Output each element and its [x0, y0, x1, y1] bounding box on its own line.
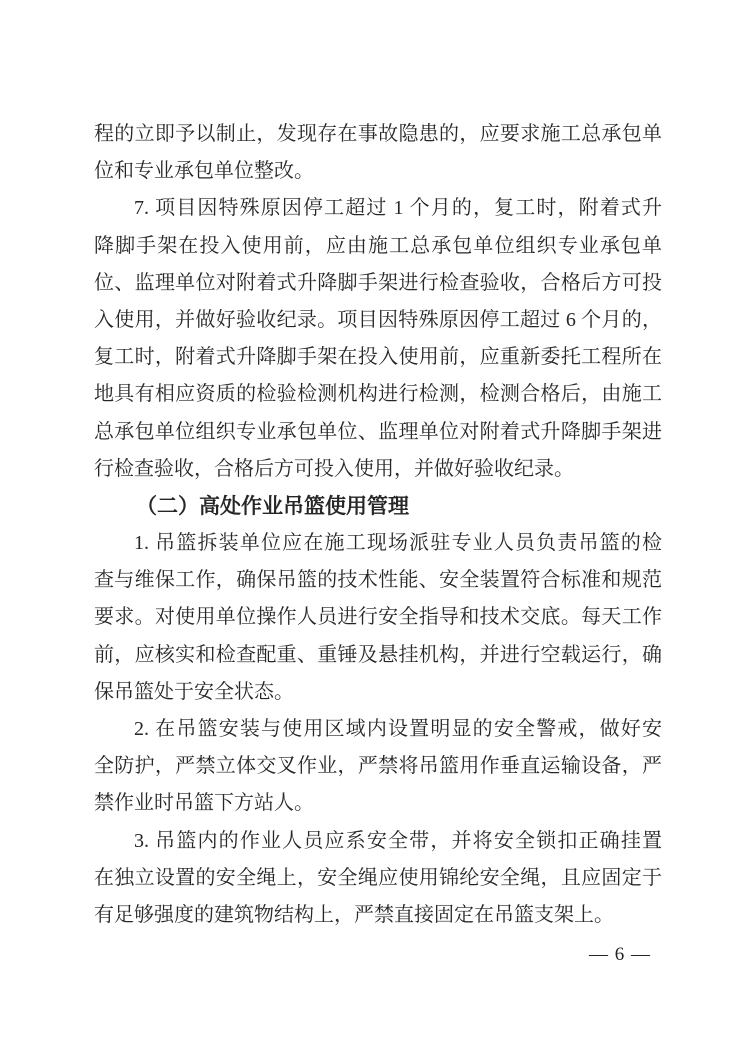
- document-line: 位和专业承包单位整改。: [94, 160, 314, 183]
- document-line: 在独立设置的安全绳上，安全绳应使用锦纶安全绳，且应固定于: [94, 866, 662, 889]
- document-line: 全防护，严禁立体交叉作业，严禁将吊篮用作垂直运输设备，严: [94, 755, 662, 778]
- document-line: 入使用，并做好验收纪录。项目因特殊原因停工超过 6 个月的，: [94, 308, 662, 331]
- document-line: 查与维保工作，确保吊篮的技术性能、安全装置符合标准和规范: [94, 569, 662, 592]
- document-line: 有足够强度的建筑物结构上，严禁直接固定在吊篮支架上。: [94, 903, 614, 926]
- document-line: 降脚手架在投入使用前，应由施工总承包单位组织专业承包单: [94, 234, 662, 257]
- document-line: 2. 在吊篮安装与使用区域内设置明显的安全警戒，做好安: [134, 718, 662, 740]
- document-line: 前，应核实和检查配重、重锤及悬挂机构，并进行空载运行，确: [94, 643, 662, 666]
- document-line: 7. 项目因特殊原因停工超过 1 个月的，复工时，附着式升: [134, 197, 662, 220]
- document-line: 3. 吊篮内的作业人员应系安全带，并将安全锁扣正确挂置: [134, 829, 662, 852]
- document-line: 保吊篮处于安全状态。: [94, 680, 294, 703]
- document-line: 1. 吊篮拆装单位应在施工现场派驻专业人员负责吊篮的检: [134, 532, 662, 555]
- document-line: 地具有相应资质的检验检测机构进行检测，检测合格后，由施工: [94, 383, 662, 406]
- document-line: 总承包单位组织专业承包单位、监理单位对附着式升降脚手架进: [94, 420, 662, 443]
- document-line: 要求。对使用单位操作人员进行安全指导和技术交底。每天工作: [94, 606, 662, 629]
- document-line: 行检查验收，合格后方可投入使用，并做好验收纪录。: [94, 457, 574, 480]
- document-line: 禁作业时吊篮下方站人。: [94, 792, 314, 815]
- section-heading: （二）高处作业吊篮使用管理: [136, 493, 409, 518]
- document-body: [94, 116, 662, 934]
- document-line: 程的立即予以制止，发现存在事故隐患的，应要求施工总承包单: [94, 123, 662, 145]
- document-line: 位、监理单位对附着式升降脚手架进行检查验收，合格后方可投: [94, 271, 662, 294]
- document-line: 复工时，附着式升降脚手架在投入使用前，应重新委托工程所在: [94, 346, 662, 369]
- page-number: — 6 —: [589, 944, 651, 965]
